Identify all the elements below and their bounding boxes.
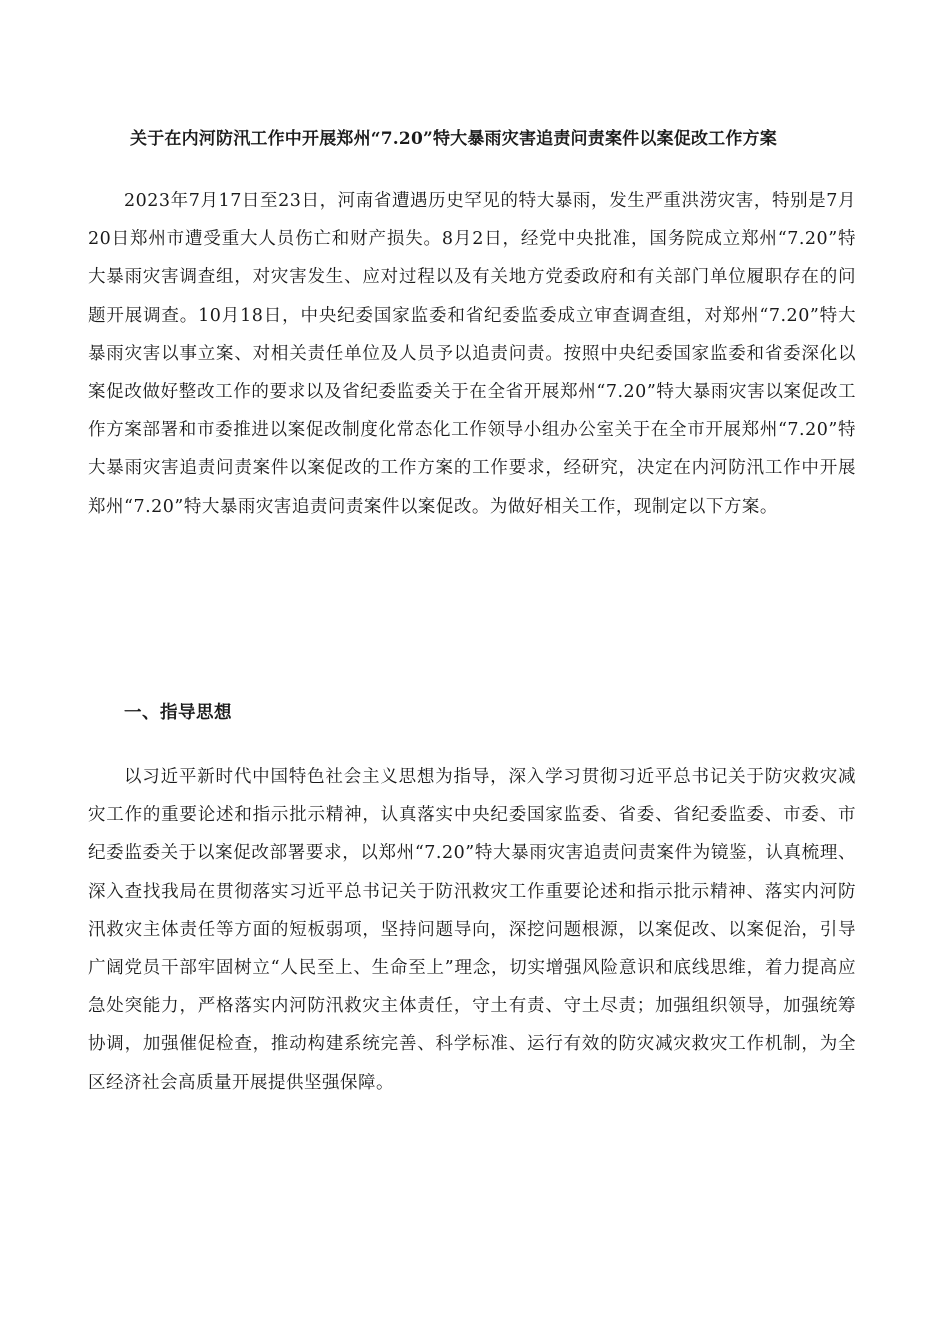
guiding-ideology-paragraph: 以习近平新时代中国特色社会主义思想为指导，深入学习贯彻习近平总书记关于防灾救灾减灾工作的重要论述和指示批示精神，认真落实中央纪委国家监委、省委、省纪委监委、市委、市纪委监委关于以案促改部署要求，以郑州“7.20”特大暴雨灾害追责问责案件为镜鉴，认真梳理、深入查找我局在贯彻落实习近平总书记关于防汛救灾工作重要论述和指示批示精神、落实内河防汛救灾主体责任等方面的短板弱项，坚持问题导向，深挖问题根源，以案促改、以案促治，引导广阔党员干部牢固树立“人民至上、生命至上”理念，切实增强风险意识和底线思维，着力提高应急处突能力，严格落实内河防汛救灾主体责任，守土有责、守土尽责；加强组织领导，加强统筹协调，加强催促检查，推动构建系统完善、科学标准、运行有效的防灾减灾救灾工作机制，为全区经济社会高质量开展提供坚强保障。 <box>88 767 856 1093</box>
document-title: 关于在内河防汛工作中开展郑州“7.20”特大暴雨灾害追责问责案件以案促改工作方案 <box>130 129 777 149</box>
intro-paragraph: 2023年7月17日至23日，河南省遭遇历史罕见的特大暴雨，发生严重洪涝灾害，特别是7月20日郑州市遭受重大人员伤亡和财产损失。8月2日，经党中央批准，国务院成立郑州“7.20”特大暴雨灾害调查组，对灾害发生、应对过程以及有关地方党委政府和有关部门单位履职存在的问题开展调查。10月18日，中央纪委国家监委和省纪委监委成立审查调查组，对郑州“7.20”特大暴雨灾害以事立案、对相关责任单位及人员予以追责问责。按照中央纪委国家监委和省委深化以案促改做好整改工作的要求以及省纪委监委关于在全省开展郑州“7.20”特大暴雨灾害以案促改工作方案部署和市委推进以案促改制度化常态化工作领导小组办公室关于在全市开展郑州“7.20”特大暴雨灾害追责问责案件以案促改的工作方案的工作要求，经研究，决定在内河防汛工作中开展郑州“7.20”特大暴雨灾害追责问责案件以案促改。为做好相关工作，现制定以下方案。 <box>88 191 856 517</box>
section-heading-guiding-ideology: 一、指导思想 <box>124 703 232 723</box>
